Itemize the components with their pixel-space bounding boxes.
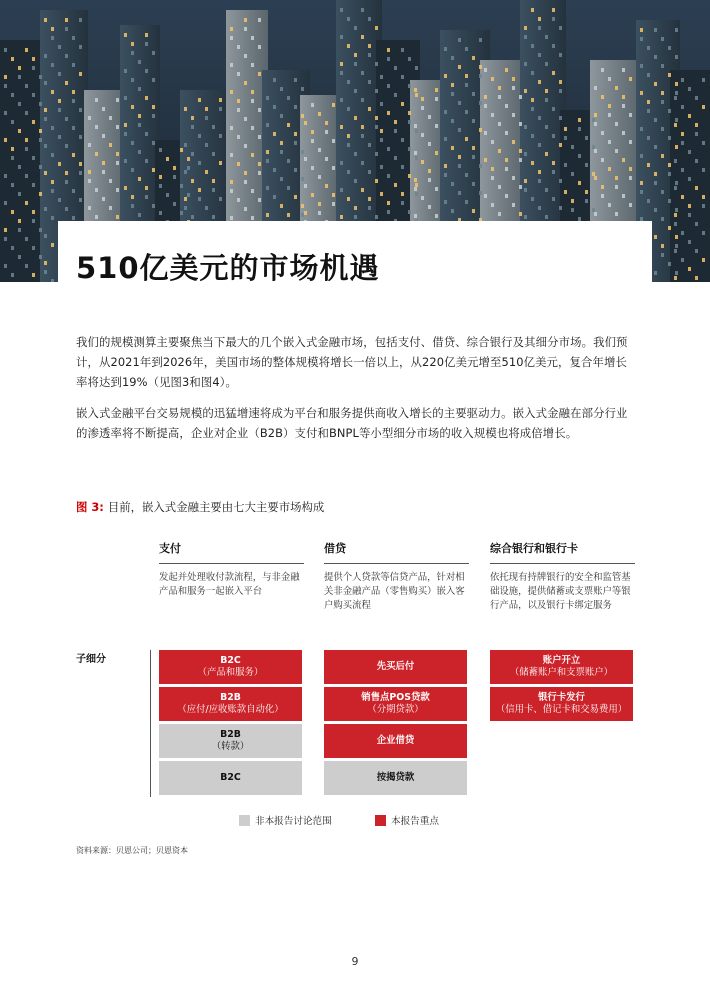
segment-cell-account-opening [490, 650, 633, 684]
column-description-banking: 依托现有持牌银行的安全和监管基础设施，提供储蓄或支票账户等银行产品，以及银行卡绑定服务 [490, 572, 631, 611]
legend-label: 非本报告讨论范围 [255, 816, 332, 827]
segment-cell-title: B2B [220, 728, 241, 740]
figure-number: 图 3: [76, 500, 104, 514]
segment-cell-title: B2C [220, 771, 241, 783]
segment-cell-subtitle: （转款） [211, 741, 250, 752]
legend-focus [375, 813, 439, 827]
column-heading-lending: 借贷 [324, 540, 469, 564]
segment-cell-b2c [159, 761, 302, 795]
segment-cell-pos-loan [324, 687, 467, 721]
segment-cell-title: 销售点POS贷款 [361, 691, 430, 703]
legend-out-of-scope [239, 813, 332, 827]
segment-cell-b2c-products [159, 650, 302, 684]
segment-cell-b2b-ap-ar [159, 687, 302, 721]
body-paragraph-1: 我们的规模测算主要聚焦当下最大的几个嵌入式金融市场，包括支付、借贷、综合银行及其细分市场。我们预计，从2021年到2026年，美国市场的整体规模将增长一倍以上，从220亿美元增至510亿美元，复合年增长率将达到19%（见图3和图4）。 [76, 335, 628, 389]
segment-cell-title: B2C [220, 654, 241, 666]
column-heading-payments: 支付 [159, 540, 304, 564]
segment-cell-title: 先买后付 [376, 660, 415, 672]
segment-cell-title: 账户开立 [542, 654, 581, 666]
sub-segment-label: 子细分 [76, 654, 106, 665]
segment-cell-mortgage [324, 761, 467, 795]
legend-swatch-grey [239, 815, 250, 826]
page-title: 510亿美元的市场机遇 [76, 251, 380, 285]
segment-cell-title: 银行卡发行 [538, 691, 585, 703]
segment-cell-title: 按揭贷款 [376, 771, 415, 783]
column-description-payments: 发起并处理收付款流程，与非金融产品和服务一起嵌入平台 [159, 572, 300, 597]
segment-cell-business-lending [324, 724, 467, 758]
figure-caption-text: 目前，嵌入式金融主要由七大主要市场构成 [107, 500, 325, 514]
segment-cell-subtitle: （储蓄账户和支票账户） [509, 667, 614, 678]
figure-caption [76, 499, 324, 515]
segment-cell-card-issuing [490, 687, 633, 721]
segment-cell-bnpl [324, 650, 467, 684]
source-note: 资料来源：贝恩公司；贝恩资本 [76, 846, 188, 855]
segment-cell-subtitle: （信用卡、借记卡和交易费用） [495, 704, 628, 715]
segment-cell-subtitle: （产品和服务） [197, 667, 264, 678]
column-heading-banking: 综合银行和银行卡 [490, 540, 635, 564]
segment-cell-subtitle: （分期贷款） [367, 704, 424, 715]
segment-cell-title: B2B [220, 691, 241, 703]
legend-label: 本报告重点 [391, 816, 439, 827]
body-paragraph-2: 嵌入式金融平台交易规模的迅猛增速将成为平台和服务提供商收入增长的主要驱动力。嵌入式金融在部分行业的渗透率将不断提高，企业对企业（B2B）支付和BNPL等小型细分市场的收入规模也将成倍增长。 [76, 406, 628, 440]
column-description-lending: 提供个人贷款等信贷产品，针对相关非金融产品（零售购买）嵌入客户购买流程 [324, 572, 465, 611]
legend-swatch-red [375, 815, 386, 826]
segment-cell-title: 企业借贷 [376, 734, 415, 746]
page-number: 9 [351, 955, 359, 968]
sub-segment-divider [150, 650, 151, 797]
segment-cell-b2b-transfer [159, 724, 302, 758]
segment-cell-subtitle: （应付/应收账款自动化） [177, 704, 284, 715]
